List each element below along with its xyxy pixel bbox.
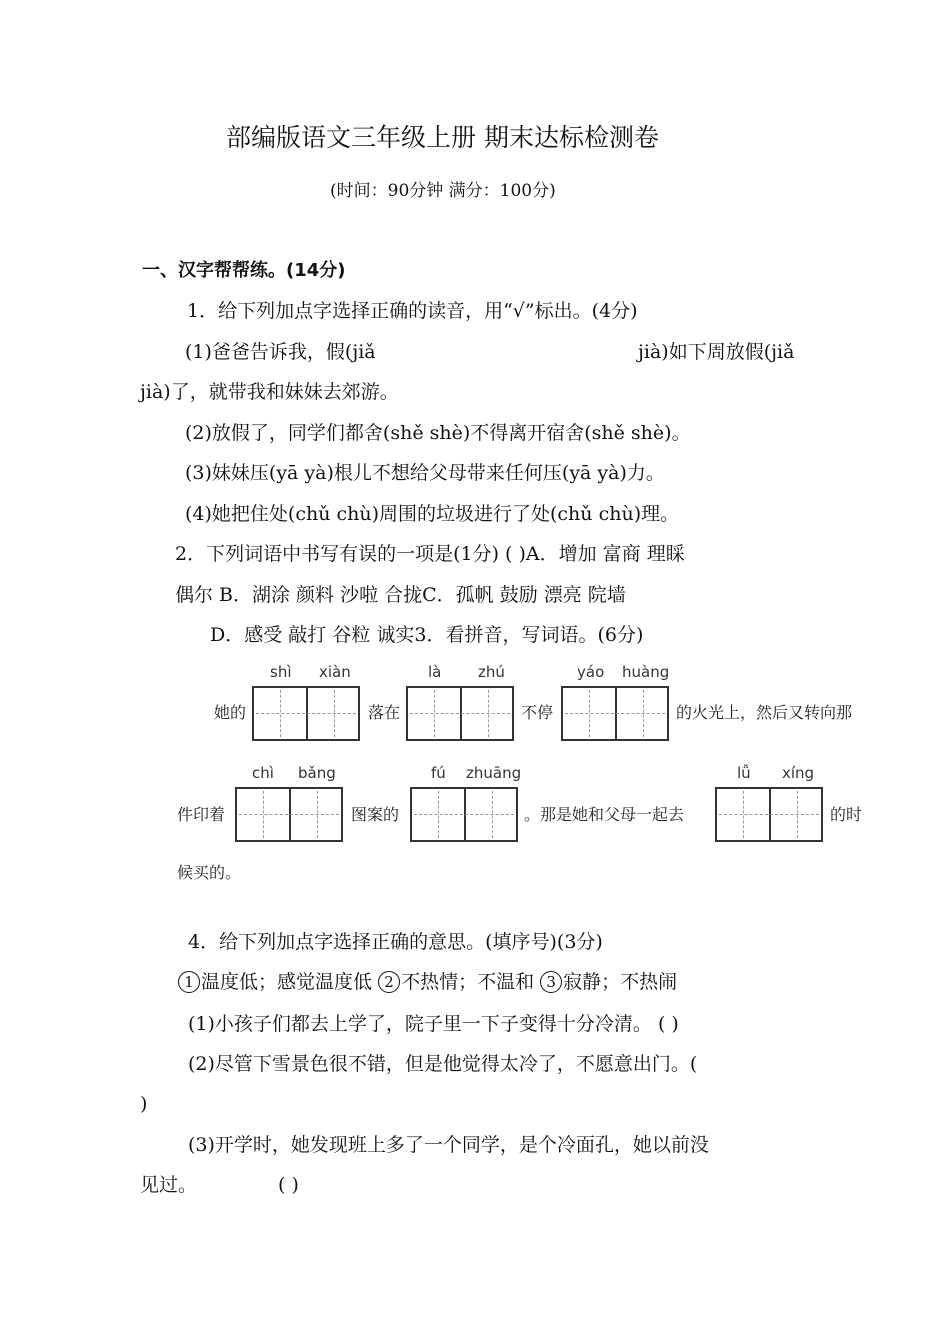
q1-item2: (2)放假了，同学们都舍(shě shè)不得离开宿舍(shě shè)。 [185,422,691,444]
row2-text-d: 的时 [830,805,863,824]
page-subtitle: (时间：90分钟 满分：100分) [330,181,556,201]
q1-item1-part-b: jià)如下周放假(jiǎ [638,341,795,363]
pinyin-label: zhú [478,663,505,681]
q4-item2-part-a: (2)尽管下雪景色很不错，但是他觉得太冷了，不愿意出门。( [188,1053,698,1075]
q1-item3: (3)妹妹压(yā yà)根儿不想给父母带来任何压(yā yà)力。 [185,462,665,484]
option-text: 寂静；不热闹 [563,971,678,993]
row1-text-d: 的火光上，然后又转向那 [676,703,853,722]
pinyin-label: lǚ [737,764,751,782]
writing-box[interactable] [410,787,518,842]
section-heading: 一、汉字帮帮练。(14分) [142,260,346,281]
row2-text-b: 图案的 [351,805,400,824]
q4-item1: (1)小孩子们都去上学了，院子里一下子变得十分冷清。 ( ) [188,1013,679,1035]
pinyin-label: yáo [577,663,605,681]
page-title: 部编版语文三年级上册 期末达标检测卷 [226,123,659,152]
q1-prompt: 1．给下列加点字选择正确的读音，用“√”标出。(4分) [187,300,638,322]
pinyin-label: chì [252,764,274,782]
option-number: 1 [178,971,200,993]
option-text: 温度低；感觉温度低 [201,971,373,993]
q2-line2: 偶尔 B．湖涂 颜料 沙啦 合拢C．孤帆 鼓励 漂亮 院墙 [175,584,626,606]
row1-text-b: 落在 [368,703,401,722]
q1-item4: (4)她把住处(chǔ chù)周围的垃圾进行了处(chǔ chù)理。 [185,503,680,525]
q4-item3-part-b: 见过。 [140,1174,198,1196]
writing-box[interactable] [406,686,514,741]
writing-box[interactable] [561,686,669,741]
q4-item3-answer-paren: ( ) [278,1174,299,1196]
option-text: 不热情；不温和 [401,971,535,993]
q2-line1: 2．下列词语中书写有误的一项是(1分) ( )A．增加 富商 理睬 [175,543,685,565]
q4-item2-part-b: ) [140,1093,148,1115]
pinyin-label: xíng [782,764,815,782]
pinyin-label: huàng [622,663,670,681]
row2-text-a: 件印着 [177,805,226,824]
pinyin-label: là [428,663,442,681]
q4-options [178,970,677,994]
q1-item1-part-a: (1)爸爸告诉我，假(jiǎ [185,341,376,363]
q4-prompt: 4．给下列加点字选择正确的意思。(填序号)(3分) [188,931,603,953]
q4-item3-part-a: (3)开学时，她发现班上多了一个同学，是个冷面孔，她以前没 [188,1134,709,1156]
writing-box[interactable] [252,686,360,741]
writing-box[interactable] [235,787,343,842]
row1-text-c: 不停 [521,703,554,722]
q1-item1-part-c: jià)了，就带我和妹妹去郊游。 [140,381,399,403]
row3-text: 候买的。 [177,863,242,882]
q2-line3: D．感受 敲打 谷粒 诚实3．看拼音，写词语。(6分) [210,624,644,646]
writing-box[interactable] [715,787,823,842]
pinyin-label: bǎng [298,764,336,782]
pinyin-label: shì [270,663,292,681]
option-number: 2 [378,971,400,993]
pinyin-label: fú [431,764,446,782]
pinyin-label: xiàn [319,663,351,681]
row2-text-c: 。那是她和父母一起去 [524,805,685,824]
row1-text-a: 她的 [214,703,247,722]
option-number: 3 [540,971,562,993]
pinyin-label: zhuāng [466,764,522,782]
